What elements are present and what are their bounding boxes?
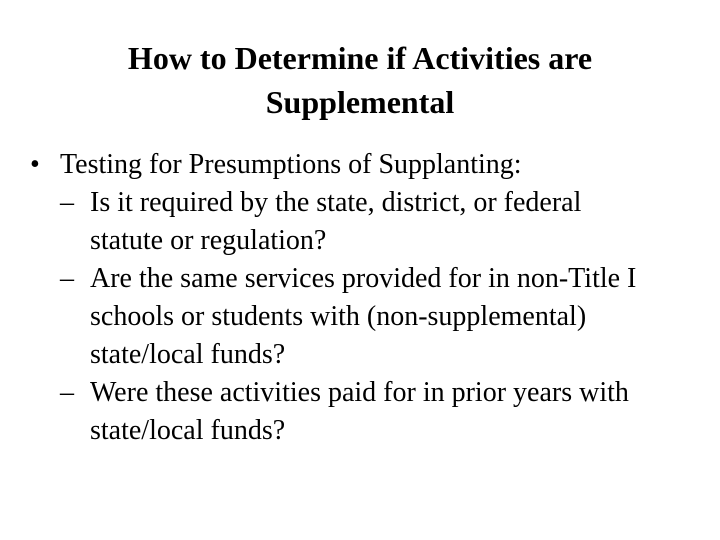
dash-marker: – (60, 377, 74, 408)
main-bullet-text: Testing for Presumptions of Supplanting: (60, 149, 522, 180)
slide-body (30, 146, 690, 450)
slide-title (40, 36, 680, 124)
dash-marker: – (60, 263, 74, 294)
bullet-marker: • (30, 149, 40, 180)
sub-bullet-text: Is it required by the state, district, or federal statute or regulation? (90, 187, 582, 256)
sub-bullet-item (30, 374, 690, 450)
sub-bullet-list (30, 184, 690, 450)
title-line-2: Supplemental (265, 84, 455, 120)
title-line-1: How to Determine if Activities are (127, 40, 593, 76)
sub-bullet-text: Are the same services provided for in non-Title I schools or students with (non-supplemental) state/local funds? (90, 263, 637, 370)
sub-bullet-item (30, 260, 690, 374)
sub-bullet-text: Were these activities paid for in prior years with state/local funds? (90, 377, 629, 446)
dash-marker: – (60, 187, 74, 218)
sub-bullet-item (30, 184, 690, 260)
main-bullet (30, 146, 690, 184)
